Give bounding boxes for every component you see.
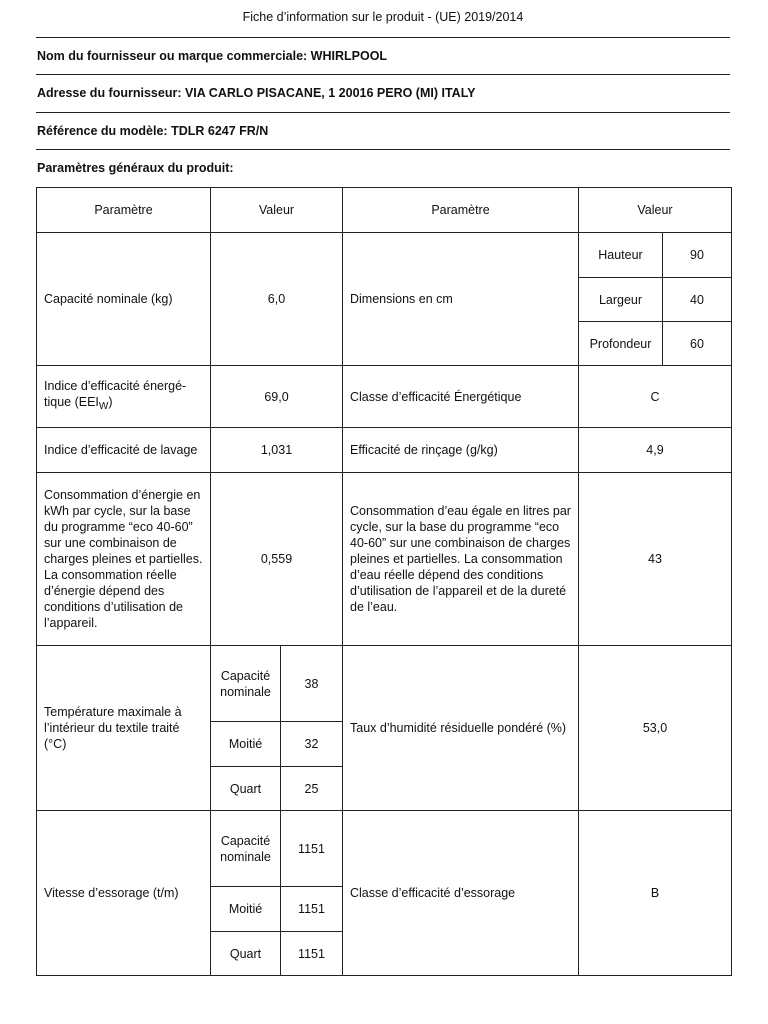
energy-class-value: C [579, 366, 732, 428]
header-parameter-1: Paramètre [37, 188, 211, 233]
rinse-value: 4,9 [579, 428, 732, 473]
capacity-value: 6,0 [211, 233, 343, 366]
eei-label-subscript: W [98, 401, 109, 412]
dimensions-label: Dimensions en cm [343, 233, 579, 366]
spin-quarter-value: 1151 [281, 932, 343, 976]
table-row [37, 811, 732, 887]
water-consumption-value: 43 [579, 473, 732, 646]
spin-class-value: B [579, 811, 732, 976]
water-consumption-label: Consommation d’eau égale en litres par cycle, sur la base du programme “eco 40-60” sur une combinaison de charges pleines et partielles. La consommation d’eau réelle dépend des conditions d’utilisation de l’appareil et de la dureté de l’eau. [343, 473, 579, 646]
height-value: 90 [663, 233, 732, 278]
depth-value: 60 [663, 322, 732, 366]
eei-label-end: ) [108, 395, 113, 409]
humidity-label: Taux d’humidité résiduelle pondéré (%) [343, 646, 579, 811]
spin-full-label: Capacité nominale [211, 811, 281, 887]
width-value: 40 [663, 278, 732, 322]
temperature-full-label: Capacité nominale [211, 646, 281, 722]
spin-quarter-label: Quart [211, 932, 281, 976]
table-row [37, 473, 732, 646]
supplier-address: Adresse du fournisseur: VIA CARLO PISACANE, 1 20016 PERO (MI) ITALY [36, 74, 730, 111]
supplier-name: Nom du fournisseur ou marque commerciale: WHIRLPOOL [36, 37, 730, 74]
rinse-label: Efficacité de rinçage (g/kg) [343, 428, 579, 473]
eei-label [37, 366, 211, 428]
width-label: Largeur [579, 278, 663, 322]
temperature-half-value: 32 [281, 722, 343, 767]
general-parameters-heading: Paramètres généraux du produit: [36, 149, 730, 186]
height-label: Hauteur [579, 233, 663, 278]
model-reference: Référence du modèle: TDLR 6247 FR/N [36, 112, 730, 149]
spin-half-label: Moitié [211, 887, 281, 932]
energy-class-label: Classe d’efficacité Énergétique [343, 366, 579, 428]
product-parameters-table [36, 187, 732, 976]
temperature-quarter-value: 25 [281, 767, 343, 811]
header-value-2: Valeur [579, 188, 732, 233]
spin-label: Vitesse d’essorage (t/m) [37, 811, 211, 976]
capacity-label: Capacité nominale (kg) [37, 233, 211, 366]
humidity-value: 53,0 [579, 646, 732, 811]
table-row [37, 233, 732, 278]
temperature-full-value: 38 [281, 646, 343, 722]
spin-full-value: 1151 [281, 811, 343, 887]
energy-consumption-value: 0,559 [211, 473, 343, 646]
energy-consumption-label: Consommation d’énergie en kWh par cycle, sur la base du programme “eco 40-60” sur une combinaison de charges pleines et partielles. La consommation réelle d’énergie dépend des conditions d’utilisation de l’appareil. [37, 473, 211, 646]
table-header-row [37, 188, 732, 233]
depth-label: Profondeur [579, 322, 663, 366]
document-title: Fiche d’information sur le produit - (UE) 2019/2014 [242, 10, 524, 24]
table-row [37, 428, 732, 473]
temperature-quarter-label: Quart [211, 767, 281, 811]
eei-label-text: Indice d’efficacité énergé-tique (EEI [44, 379, 187, 409]
wash-index-value: 1,031 [211, 428, 343, 473]
spin-class-label: Classe d’efficacité d’essorage [343, 811, 579, 976]
header-parameter-2: Paramètre [343, 188, 579, 233]
wash-index-label: Indice d’efficacité de lavage [37, 428, 211, 473]
header-value-1: Valeur [211, 188, 343, 233]
table-row [37, 366, 732, 428]
table-row [37, 646, 732, 722]
temperature-label: Température maximale à l’intérieur du textile traité (°C) [37, 646, 211, 811]
eei-value: 69,0 [211, 366, 343, 428]
temperature-half-label: Moitié [211, 722, 281, 767]
spin-half-value: 1151 [281, 887, 343, 932]
